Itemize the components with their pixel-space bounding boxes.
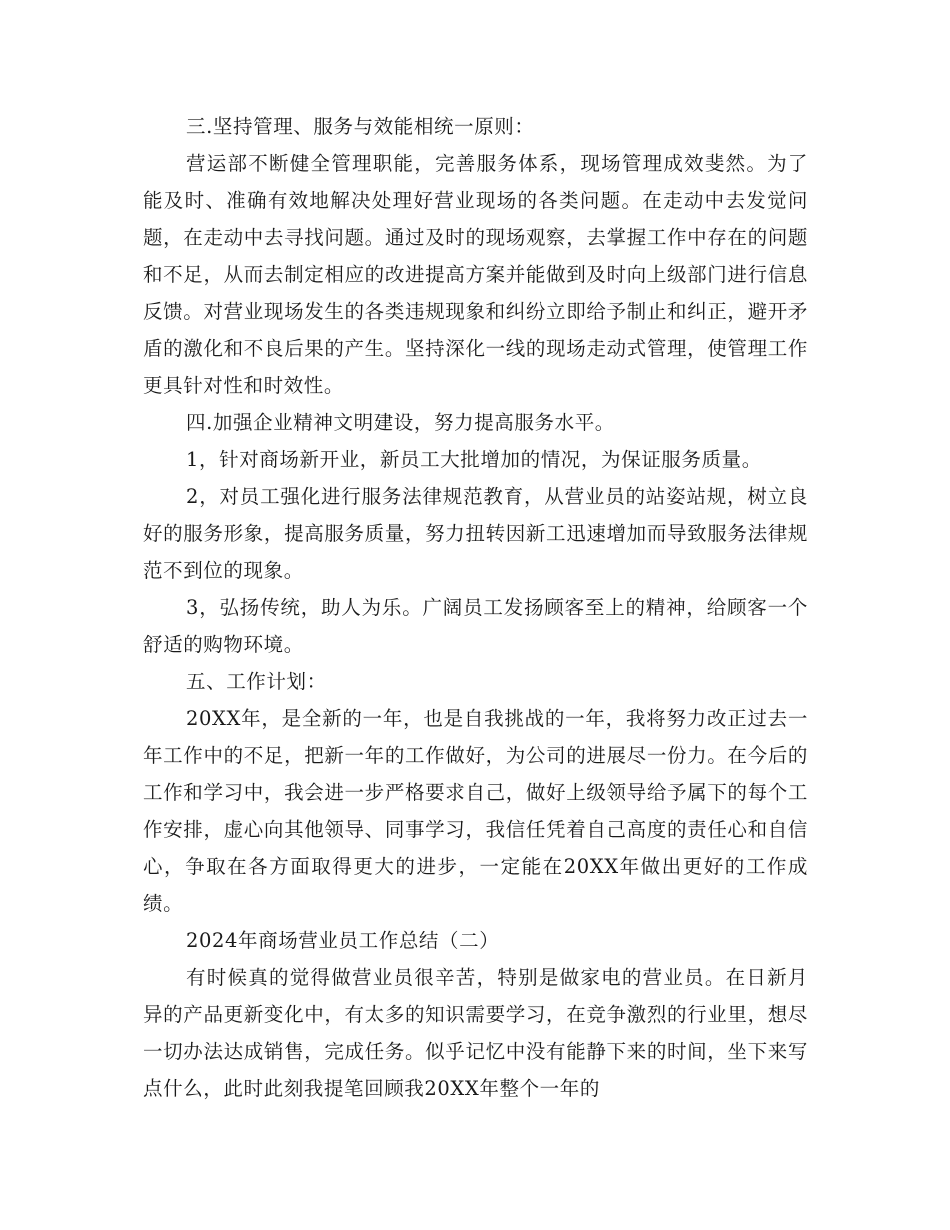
document-subtitle: 2024年商场营业员工作总结（二）	[186, 929, 500, 952]
list-item-2: 2，对员工强化进行服务法律规范教育，从营业员的站姿站规，树立良好的服务形象，提高服务质量，努力扭转因新工迅速增加而导致服务法律规范不到位的现象。	[143, 485, 808, 582]
list-item-3: 3，弘扬传统，助人为乐。广阔员工发扬顾客至上的精神，给顾客一个舒适的购物环境。	[143, 596, 808, 656]
document-body	[143, 108, 808, 1107]
section-heading-3: 三.坚持管理、服务与效能相统一原则：	[186, 115, 535, 138]
section-heading-4: 四.加强企业精神文明建设，努力提高服务水平。	[186, 411, 615, 434]
body-paragraph: 20XX年，是全新的一年，也是自我挑战的一年，我将努力改正过去一年工作中的不足，把新一年的工作做好，为公司的进展尽一份力。在今后的工作和学习中，我会进一步严格要求自己，做好上级领导给予属下的每个工作安排，虚心向其他领导、同事学习，我信任凭着自己高度的责任心和自信心，争取在各方面取得更大的进步，一定能在20XX年做出更好的工作成绩。	[143, 707, 808, 915]
body-paragraph: 有时候真的觉得做营业员很辛苦，特别是做家电的营业员。在日新月异的产品更新变化中，有太多的知识需要学习，在竞争激烈的行业里，想尽一切办法达成销售，完成任务。似乎记忆中没有能静下来的时间，坐下来写点什么，此时此刻我提笔回顾我20XX年整个一年的	[143, 966, 808, 1100]
body-paragraph: 营运部不断健全管理职能，完善服务体系，现场管理成效斐然。为了能及时、准确有效地解决处理好营业现场的各类问题。在走动中去发觉问题，在走动中去寻找问题。通过及时的现场观察，去掌握工作中存在的问题和不足，从而去制定相应的改进提高方案并能做到及时向上级部门进行信息反馈。对营业现场发生的各类违规现象和纠纷立即给予制止和纠正，避开矛盾的激化和不良后果的产生。坚持深化一线的现场走动式管理，使管理工作更具针对性和时效性。	[143, 152, 808, 397]
list-item-1: 1，针对商场新开业，新员工大批增加的情况，为保证服务质量。	[186, 448, 762, 471]
section-heading-5: 五、工作计划：	[186, 670, 327, 693]
